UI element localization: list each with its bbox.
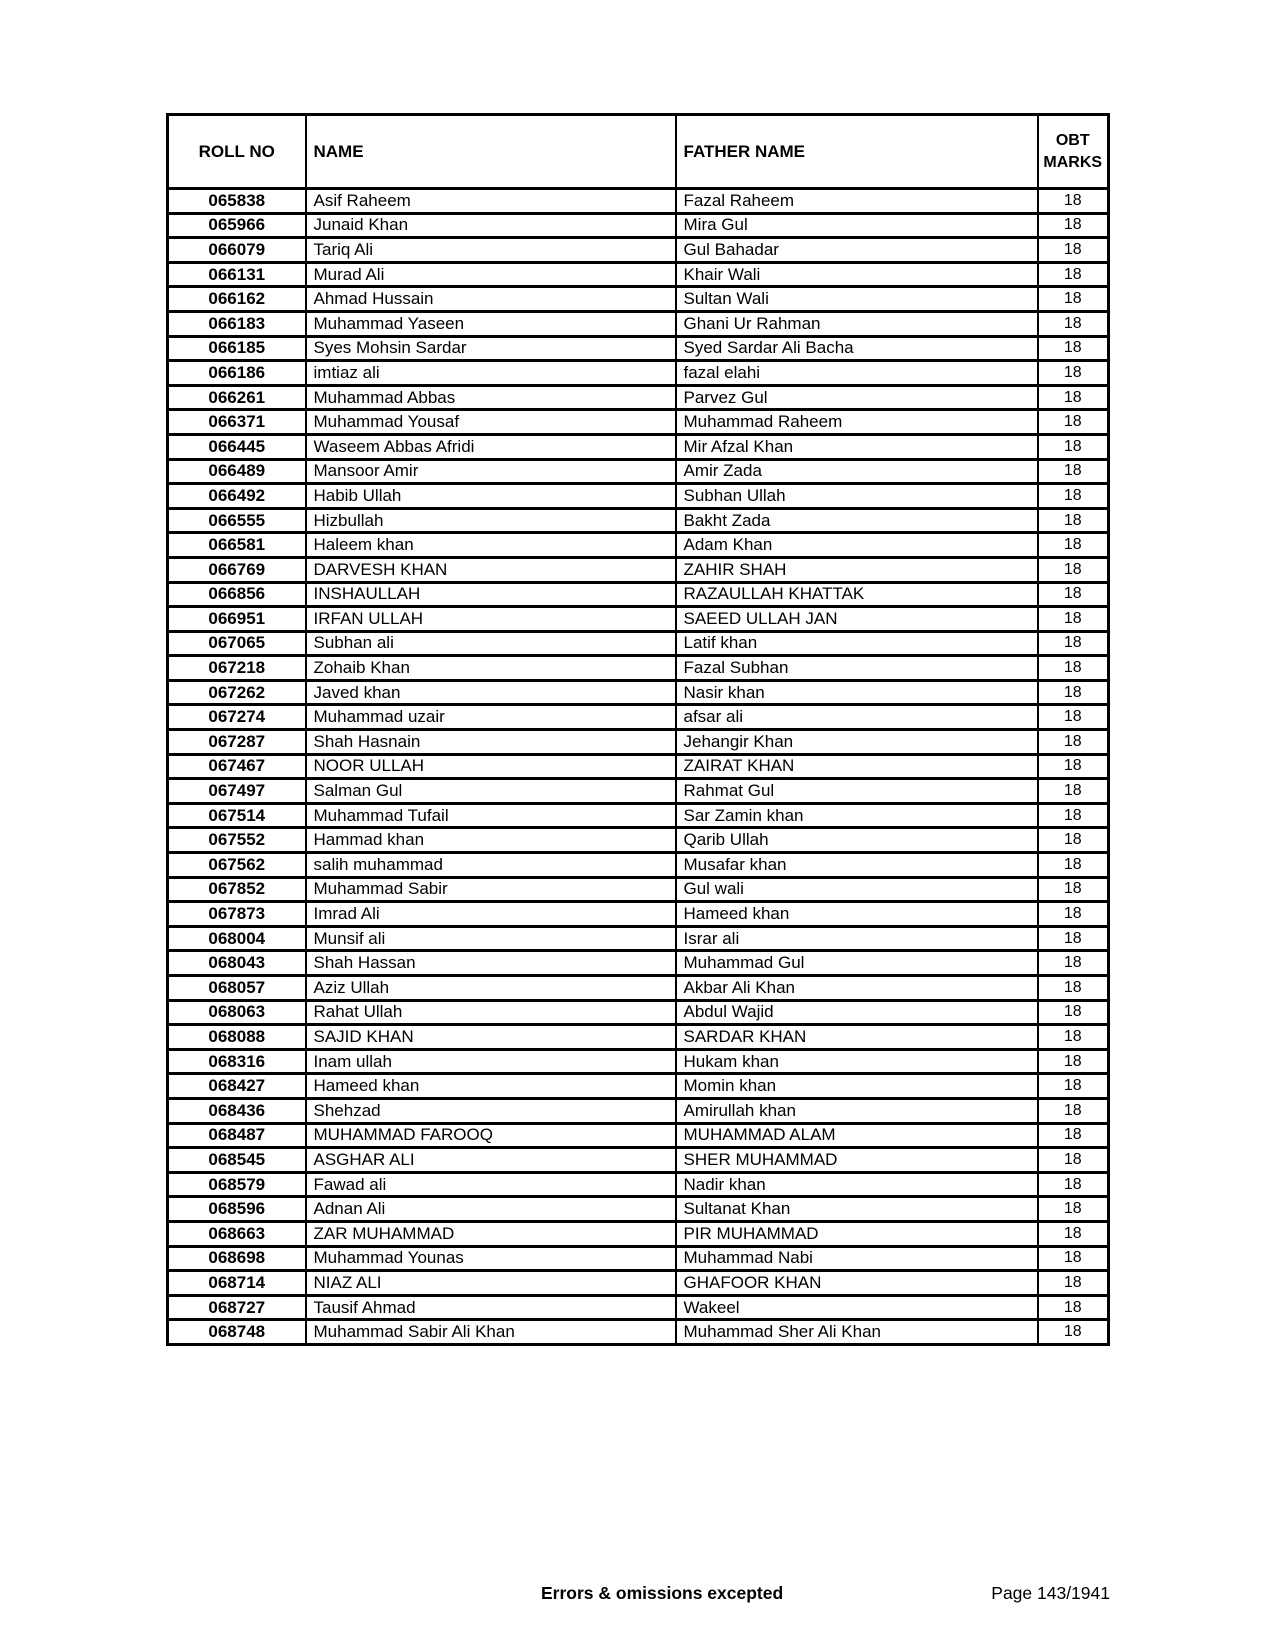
cell-name: Muhammad Yousaf [306, 410, 676, 435]
table-row [168, 434, 1109, 459]
cell-name: Mansoor Amir [306, 459, 676, 484]
table-row [168, 1246, 1109, 1271]
cell-name: Muhammad Yaseen [306, 311, 676, 336]
header-name: NAME [306, 115, 676, 189]
cell-name: NOOR ULLAH [306, 754, 676, 779]
cell-name: Muhammad Younas [306, 1246, 676, 1271]
cell-father-name: Muhammad Gul [676, 951, 1038, 976]
cell-obt-marks: 18 [1038, 680, 1109, 705]
cell-roll-no: 067262 [168, 680, 306, 705]
cell-father-name: Qarib Ullah [676, 828, 1038, 853]
cell-name: MUHAMMAD FAROOQ [306, 1123, 676, 1148]
cell-obt-marks: 18 [1038, 484, 1109, 509]
cell-name: ASGHAR ALI [306, 1148, 676, 1173]
cell-roll-no: 067514 [168, 803, 306, 828]
results-table-body [168, 189, 1109, 1345]
cell-roll-no: 068714 [168, 1271, 306, 1296]
cell-name: Hameed khan [306, 1074, 676, 1099]
cell-name: Shehzad [306, 1098, 676, 1123]
cell-obt-marks: 18 [1038, 1025, 1109, 1050]
cell-father-name: Parvez Gul [676, 385, 1038, 410]
table-row [168, 484, 1109, 509]
cell-obt-marks: 18 [1038, 1295, 1109, 1320]
header-row [168, 115, 1109, 189]
cell-name: Hammad khan [306, 828, 676, 853]
cell-obt-marks: 18 [1038, 336, 1109, 361]
table-row [168, 508, 1109, 533]
cell-roll-no: 067497 [168, 779, 306, 804]
cell-father-name: RAZAULLAH KHATTAK [676, 582, 1038, 607]
cell-roll-no: 065966 [168, 213, 306, 238]
cell-father-name: Nadir khan [676, 1172, 1038, 1197]
table-row [168, 607, 1109, 632]
cell-name: Adnan Ali [306, 1197, 676, 1222]
cell-roll-no: 068596 [168, 1197, 306, 1222]
table-row [168, 336, 1109, 361]
cell-roll-no: 068436 [168, 1098, 306, 1123]
cell-obt-marks: 18 [1038, 1320, 1109, 1345]
cell-obt-marks: 18 [1038, 533, 1109, 558]
cell-father-name: Israr ali [676, 926, 1038, 951]
cell-obt-marks: 18 [1038, 1123, 1109, 1148]
cell-roll-no: 067467 [168, 754, 306, 779]
cell-obt-marks: 18 [1038, 902, 1109, 927]
cell-obt-marks: 18 [1038, 779, 1109, 804]
cell-roll-no: 066079 [168, 238, 306, 263]
cell-obt-marks: 18 [1038, 262, 1109, 287]
cell-roll-no: 066162 [168, 287, 306, 312]
cell-father-name: fazal elahi [676, 361, 1038, 386]
cell-father-name: afsar ali [676, 705, 1038, 730]
cell-name: Habib Ullah [306, 484, 676, 509]
cell-roll-no: 066183 [168, 311, 306, 336]
cell-father-name: MUHAMMAD ALAM [676, 1123, 1038, 1148]
cell-obt-marks: 18 [1038, 557, 1109, 582]
results-table [166, 113, 1110, 1346]
cell-roll-no: 068063 [168, 1000, 306, 1025]
cell-father-name: SHER MUHAMMAD [676, 1148, 1038, 1173]
table-row [168, 877, 1109, 902]
cell-obt-marks: 18 [1038, 926, 1109, 951]
cell-name: Zohaib Khan [306, 656, 676, 681]
cell-father-name: Gul Bahadar [676, 238, 1038, 263]
footer-note: Errors & omissions excepted [541, 1583, 784, 1603]
cell-roll-no: 068698 [168, 1246, 306, 1271]
cell-father-name: Wakeel [676, 1295, 1038, 1320]
table-row [168, 1197, 1109, 1222]
cell-roll-no: 066186 [168, 361, 306, 386]
cell-father-name: Sar Zamin khan [676, 803, 1038, 828]
table-row [168, 1295, 1109, 1320]
cell-father-name: Sultanat Khan [676, 1197, 1038, 1222]
cell-roll-no: 067218 [168, 656, 306, 681]
cell-name: Haleem khan [306, 533, 676, 558]
cell-father-name: Nasir khan [676, 680, 1038, 705]
header-father-name: FATHER NAME [676, 115, 1038, 189]
cell-roll-no: 067065 [168, 631, 306, 656]
table-row [168, 533, 1109, 558]
table-row [168, 828, 1109, 853]
cell-roll-no: 068579 [168, 1172, 306, 1197]
cell-father-name: Khair Wali [676, 262, 1038, 287]
cell-father-name: Syed Sardar Ali Bacha [676, 336, 1038, 361]
cell-roll-no: 068487 [168, 1123, 306, 1148]
cell-father-name: Musafar khan [676, 853, 1038, 878]
cell-roll-no: 068427 [168, 1074, 306, 1099]
cell-roll-no: 066951 [168, 607, 306, 632]
cell-obt-marks: 18 [1038, 238, 1109, 263]
cell-father-name: Mira Gul [676, 213, 1038, 238]
table-row [168, 385, 1109, 410]
cell-father-name: Muhammad Raheem [676, 410, 1038, 435]
cell-name: Asif Raheem [306, 189, 676, 214]
cell-roll-no: 066185 [168, 336, 306, 361]
cell-father-name: Muhammad Nabi [676, 1246, 1038, 1271]
cell-roll-no: 066261 [168, 385, 306, 410]
cell-roll-no: 066131 [168, 262, 306, 287]
cell-roll-no: 068316 [168, 1049, 306, 1074]
table-row [168, 853, 1109, 878]
cell-roll-no: 066581 [168, 533, 306, 558]
cell-obt-marks: 18 [1038, 410, 1109, 435]
cell-name: Salman Gul [306, 779, 676, 804]
cell-name: Rahat Ullah [306, 1000, 676, 1025]
cell-name: Hizbullah [306, 508, 676, 533]
table-row [168, 1025, 1109, 1050]
cell-father-name: Muhammad Sher Ali Khan [676, 1320, 1038, 1345]
table-row [168, 1221, 1109, 1246]
cell-name: salih muhammad [306, 853, 676, 878]
cell-roll-no: 067287 [168, 730, 306, 755]
cell-name: Muhammad Tufail [306, 803, 676, 828]
cell-father-name: Subhan Ullah [676, 484, 1038, 509]
table-row [168, 1098, 1109, 1123]
cell-obt-marks: 18 [1038, 361, 1109, 386]
cell-roll-no: 067562 [168, 853, 306, 878]
table-row [168, 262, 1109, 287]
cell-father-name: Hameed khan [676, 902, 1038, 927]
table-header [168, 115, 1109, 189]
header-roll-no: ROLL NO [168, 115, 306, 189]
cell-father-name: ZAHIR SHAH [676, 557, 1038, 582]
cell-roll-no: 067274 [168, 705, 306, 730]
cell-roll-no: 066489 [168, 459, 306, 484]
cell-name: Javed khan [306, 680, 676, 705]
cell-name: SAJID KHAN [306, 1025, 676, 1050]
cell-obt-marks: 18 [1038, 1074, 1109, 1099]
cell-roll-no: 068748 [168, 1320, 306, 1345]
cell-name: INSHAULLAH [306, 582, 676, 607]
table-row [168, 902, 1109, 927]
cell-name: Imrad Ali [306, 902, 676, 927]
cell-name: Muhammad Abbas [306, 385, 676, 410]
cell-name: NIAZ ALI [306, 1271, 676, 1296]
cell-name: Aziz Ullah [306, 976, 676, 1001]
table-row [168, 287, 1109, 312]
cell-father-name: Gul wali [676, 877, 1038, 902]
cell-name: Syes Mohsin Sardar [306, 336, 676, 361]
cell-name: ZAR MUHAMMAD [306, 1221, 676, 1246]
cell-name: Tariq Ali [306, 238, 676, 263]
cell-obt-marks: 18 [1038, 976, 1109, 1001]
cell-roll-no: 065838 [168, 189, 306, 214]
cell-name: Inam ullah [306, 1049, 676, 1074]
cell-obt-marks: 18 [1038, 828, 1109, 853]
cell-name: Shah Hassan [306, 951, 676, 976]
cell-father-name: Ghani Ur Rahman [676, 311, 1038, 336]
cell-obt-marks: 18 [1038, 1172, 1109, 1197]
cell-roll-no: 067873 [168, 902, 306, 927]
header-obt-marks-line2: MARKS [1043, 153, 1103, 171]
cell-name: Tausif Ahmad [306, 1295, 676, 1320]
cell-roll-no: 068004 [168, 926, 306, 951]
table-row [168, 803, 1109, 828]
header-obt-marks-line1: OBT [1055, 131, 1090, 149]
cell-father-name: Latif khan [676, 631, 1038, 656]
cell-obt-marks: 18 [1038, 1221, 1109, 1246]
cell-obt-marks: 18 [1038, 582, 1109, 607]
cell-name: Waseem Abbas Afridi [306, 434, 676, 459]
cell-obt-marks: 18 [1038, 607, 1109, 632]
cell-father-name: Abdul Wajid [676, 1000, 1038, 1025]
table-row [168, 410, 1109, 435]
cell-obt-marks: 18 [1038, 1197, 1109, 1222]
cell-roll-no: 066492 [168, 484, 306, 509]
table-row [168, 926, 1109, 951]
cell-roll-no: 066371 [168, 410, 306, 435]
table-row [168, 680, 1109, 705]
table-row [168, 730, 1109, 755]
cell-obt-marks: 18 [1038, 853, 1109, 878]
cell-obt-marks: 18 [1038, 459, 1109, 484]
cell-father-name: Hukam khan [676, 1049, 1038, 1074]
cell-father-name: Momin khan [676, 1074, 1038, 1099]
cell-father-name: Adam Khan [676, 533, 1038, 558]
cell-name: Shah Hasnain [306, 730, 676, 755]
table-row [168, 1271, 1109, 1296]
cell-roll-no: 066555 [168, 508, 306, 533]
cell-obt-marks: 18 [1038, 631, 1109, 656]
cell-name: imtiaz ali [306, 361, 676, 386]
table-row [168, 1000, 1109, 1025]
table-row [168, 779, 1109, 804]
cell-roll-no: 068663 [168, 1221, 306, 1246]
table-row [168, 976, 1109, 1001]
cell-father-name: SARDAR KHAN [676, 1025, 1038, 1050]
cell-name: DARVESH KHAN [306, 557, 676, 582]
cell-name: IRFAN ULLAH [306, 607, 676, 632]
cell-roll-no: 066769 [168, 557, 306, 582]
cell-obt-marks: 18 [1038, 1049, 1109, 1074]
cell-roll-no: 067852 [168, 877, 306, 902]
cell-obt-marks: 18 [1038, 951, 1109, 976]
cell-name: Murad Ali [306, 262, 676, 287]
cell-roll-no: 066445 [168, 434, 306, 459]
cell-roll-no: 068043 [168, 951, 306, 976]
cell-father-name: Jehangir Khan [676, 730, 1038, 755]
cell-obt-marks: 18 [1038, 656, 1109, 681]
cell-name: Munsif ali [306, 926, 676, 951]
cell-obt-marks: 18 [1038, 287, 1109, 312]
cell-roll-no: 068545 [168, 1148, 306, 1173]
table-row [168, 311, 1109, 336]
cell-father-name: Rahmat Gul [676, 779, 1038, 804]
cell-roll-no: 066856 [168, 582, 306, 607]
table-row [168, 631, 1109, 656]
cell-father-name: Mir Afzal Khan [676, 434, 1038, 459]
cell-obt-marks: 18 [1038, 189, 1109, 214]
cell-obt-marks: 18 [1038, 730, 1109, 755]
table-row [168, 1049, 1109, 1074]
cell-father-name: Amir Zada [676, 459, 1038, 484]
cell-father-name: Bakht Zada [676, 508, 1038, 533]
page-number: Page 143/1941 [991, 1583, 1110, 1603]
cell-father-name: Sultan Wali [676, 287, 1038, 312]
cell-obt-marks: 18 [1038, 1246, 1109, 1271]
cell-obt-marks: 18 [1038, 1271, 1109, 1296]
cell-obt-marks: 18 [1038, 385, 1109, 410]
cell-father-name: Akbar Ali Khan [676, 976, 1038, 1001]
cell-obt-marks: 18 [1038, 508, 1109, 533]
cell-roll-no: 067552 [168, 828, 306, 853]
table-row [168, 951, 1109, 976]
header-obt-marks [1038, 115, 1109, 189]
cell-father-name: Fazal Subhan [676, 656, 1038, 681]
cell-obt-marks: 18 [1038, 1000, 1109, 1025]
cell-name: Muhammad uzair [306, 705, 676, 730]
cell-father-name: Fazal Raheem [676, 189, 1038, 214]
table-row [168, 582, 1109, 607]
table-row [168, 1074, 1109, 1099]
cell-father-name: GHAFOOR KHAN [676, 1271, 1038, 1296]
cell-name: Subhan ali [306, 631, 676, 656]
cell-roll-no: 068088 [168, 1025, 306, 1050]
cell-roll-no: 068057 [168, 976, 306, 1001]
table-row [168, 1172, 1109, 1197]
table-row [168, 656, 1109, 681]
cell-obt-marks: 18 [1038, 754, 1109, 779]
table-row [168, 213, 1109, 238]
cell-obt-marks: 18 [1038, 705, 1109, 730]
cell-roll-no: 068727 [168, 1295, 306, 1320]
cell-father-name: ZAIRAT KHAN [676, 754, 1038, 779]
table-row [168, 754, 1109, 779]
cell-obt-marks: 18 [1038, 803, 1109, 828]
table-row [168, 459, 1109, 484]
cell-name: Fawad ali [306, 1172, 676, 1197]
cell-obt-marks: 18 [1038, 213, 1109, 238]
table-row [168, 189, 1109, 214]
cell-father-name: SAEED ULLAH JAN [676, 607, 1038, 632]
cell-name: Muhammad Sabir [306, 877, 676, 902]
cell-obt-marks: 18 [1038, 311, 1109, 336]
table-row [168, 238, 1109, 263]
cell-father-name: PIR MUHAMMAD [676, 1221, 1038, 1246]
table-row [168, 557, 1109, 582]
table-row [168, 1123, 1109, 1148]
cell-obt-marks: 18 [1038, 1148, 1109, 1173]
cell-obt-marks: 18 [1038, 877, 1109, 902]
cell-obt-marks: 18 [1038, 434, 1109, 459]
table-row [168, 1320, 1109, 1345]
cell-obt-marks: 18 [1038, 1098, 1109, 1123]
table-row [168, 361, 1109, 386]
table-row [168, 705, 1109, 730]
cell-name: Muhammad Sabir Ali Khan [306, 1320, 676, 1345]
cell-father-name: Amirullah khan [676, 1098, 1038, 1123]
table-row [168, 1148, 1109, 1173]
cell-name: Junaid Khan [306, 213, 676, 238]
cell-name: Ahmad Hussain [306, 287, 676, 312]
